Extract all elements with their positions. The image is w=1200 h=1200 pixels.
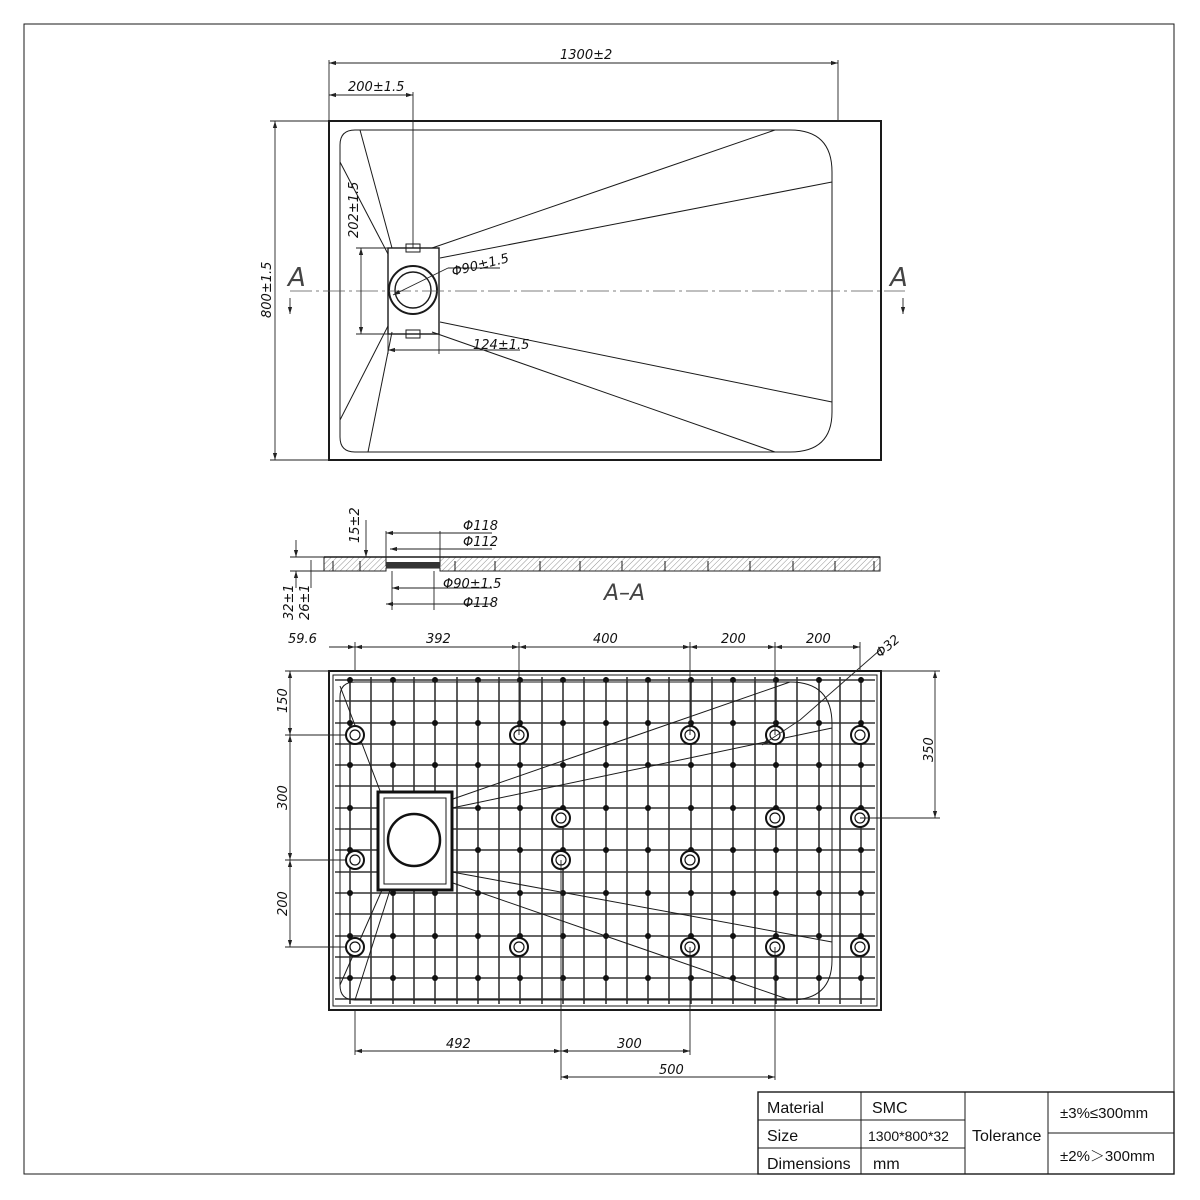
rib-node — [475, 975, 481, 981]
rib-node — [390, 762, 396, 768]
drain-hole — [395, 272, 431, 308]
rib-node — [347, 805, 353, 811]
tray-outline — [329, 121, 881, 460]
bottom-left-dims — [276, 671, 345, 947]
dim-body-thickness: 26±1 — [298, 584, 313, 620]
rib-node — [432, 762, 438, 768]
section-label: A–A — [604, 581, 646, 606]
rib-node — [645, 805, 651, 811]
tolerance-label: Tolerance — [972, 1128, 1042, 1145]
material-label: Material — [767, 1100, 824, 1117]
rib-node — [816, 677, 822, 683]
rib-node — [816, 975, 822, 981]
material-value: SMC — [872, 1100, 908, 1117]
foot-hole — [346, 851, 364, 869]
rib-node — [432, 720, 438, 726]
rib-node — [816, 890, 822, 896]
rib-node — [858, 762, 864, 768]
drain-flange-section — [386, 562, 440, 568]
rib-node — [688, 975, 694, 981]
rib-node — [858, 847, 864, 853]
rib-node — [730, 890, 736, 896]
foot-hole — [766, 809, 784, 827]
foot-hole — [851, 726, 869, 744]
rib-node — [730, 762, 736, 768]
rib-node — [645, 847, 651, 853]
dim-left-2: 200 — [276, 891, 291, 916]
drain-outer-ring — [389, 266, 437, 314]
dim-top-3: 200 — [721, 632, 746, 647]
tolerance-small: ±3%≤300mm — [1060, 1105, 1149, 1122]
rib-node — [816, 847, 822, 853]
rib-node — [560, 762, 566, 768]
dim-section-bottom-outer: Φ118 — [463, 596, 499, 611]
rib-node — [730, 847, 736, 853]
rib-node — [816, 762, 822, 768]
rib-node — [645, 720, 651, 726]
rib-node — [773, 762, 779, 768]
foot-hole — [346, 938, 364, 956]
dim-section-top-outer: Φ118 — [463, 519, 499, 534]
dim-drain-diameter: Φ90±1.5 — [450, 251, 511, 280]
title-block — [758, 1092, 1174, 1174]
dim-left-0: 150 — [276, 688, 291, 713]
rib-node — [603, 847, 609, 853]
dimensions-label: Dimensions — [767, 1156, 851, 1173]
rib-node — [688, 890, 694, 896]
rib-node — [390, 933, 396, 939]
dim-drain-box-height: 202±1.5 — [347, 181, 362, 238]
rib-node — [347, 762, 353, 768]
dim-top-0: 59.6 — [288, 632, 317, 647]
size-value: 1300*800*32 — [868, 1128, 949, 1144]
rib-node — [858, 975, 864, 981]
dim-top-2: 400 — [593, 632, 618, 647]
dim-drain-offset: 200±1.5 — [348, 80, 405, 95]
rib-node — [347, 975, 353, 981]
rib-node — [475, 933, 481, 939]
dim-drain-box-width: 124±1.5 — [473, 338, 530, 353]
rib-node — [517, 975, 523, 981]
tolerance-large: ±2%＞300mm — [1060, 1148, 1155, 1165]
rib-node — [603, 720, 609, 726]
dim-section-bottom-inner: Φ90±1.5 — [443, 577, 502, 592]
rib-node — [432, 933, 438, 939]
top-view — [260, 48, 908, 460]
dim-right: 350 — [922, 737, 937, 762]
section-marker-left: A — [288, 263, 306, 293]
rib-node — [816, 933, 822, 939]
rib-node — [475, 805, 481, 811]
dim-lip: 15±2 — [348, 507, 363, 543]
foot-hole — [681, 851, 699, 869]
rib-node — [688, 805, 694, 811]
rib-node — [816, 805, 822, 811]
rib-node — [858, 677, 864, 683]
dim-section-top-inner: Φ112 — [463, 535, 499, 550]
rib-node — [645, 933, 651, 939]
rib-node — [475, 762, 481, 768]
rib-node — [517, 762, 523, 768]
rib-node — [517, 847, 523, 853]
dim-overall-width: 1300±2 — [560, 48, 613, 63]
foot-hole — [346, 726, 364, 744]
rib-node — [603, 890, 609, 896]
rib-node — [603, 762, 609, 768]
foot-hole — [851, 938, 869, 956]
foot-hole — [510, 938, 528, 956]
rib-node — [517, 805, 523, 811]
sheet-border — [24, 24, 1174, 1174]
dim-bottom-1: 300 — [617, 1037, 642, 1052]
bottom-view — [276, 632, 940, 1080]
rib-node — [390, 720, 396, 726]
dim-top-1: 392 — [426, 632, 451, 647]
rib-node — [688, 762, 694, 768]
dim-top-4: 200 — [806, 632, 831, 647]
dimensions-value: mm — [873, 1156, 900, 1173]
section-marker-right: A — [890, 263, 908, 293]
rib-node — [858, 890, 864, 896]
rib-node — [773, 975, 779, 981]
dim-total-thickness: 32±1 — [282, 584, 297, 620]
dim-bottom-2: 500 — [659, 1063, 684, 1078]
rib-node — [517, 890, 523, 896]
rib-node — [730, 720, 736, 726]
dim-foot-hole: Φ32 — [872, 632, 904, 662]
rib-node — [347, 720, 353, 726]
rib-node — [347, 890, 353, 896]
rib-node — [390, 975, 396, 981]
rib-node — [645, 975, 651, 981]
dim-left-1: 300 — [276, 785, 291, 810]
rib-node — [475, 720, 481, 726]
rib-node — [730, 805, 736, 811]
foot-hole — [552, 809, 570, 827]
rib-node — [645, 890, 651, 896]
dim-bottom-0: 492 — [446, 1037, 471, 1052]
dim-tray-height: 800±1.5 — [260, 261, 275, 318]
rib-node — [475, 847, 481, 853]
rib-node — [432, 975, 438, 981]
rib-node — [560, 720, 566, 726]
rib-node — [773, 847, 779, 853]
drain-outlet-bottom — [388, 814, 440, 866]
rib-node — [730, 933, 736, 939]
bottom-top-dims — [288, 632, 903, 745]
size-label: Size — [767, 1128, 799, 1145]
rib-node — [773, 890, 779, 896]
rib-node — [603, 975, 609, 981]
rib-node — [816, 720, 822, 726]
rib-node — [603, 805, 609, 811]
section-view — [282, 507, 880, 620]
